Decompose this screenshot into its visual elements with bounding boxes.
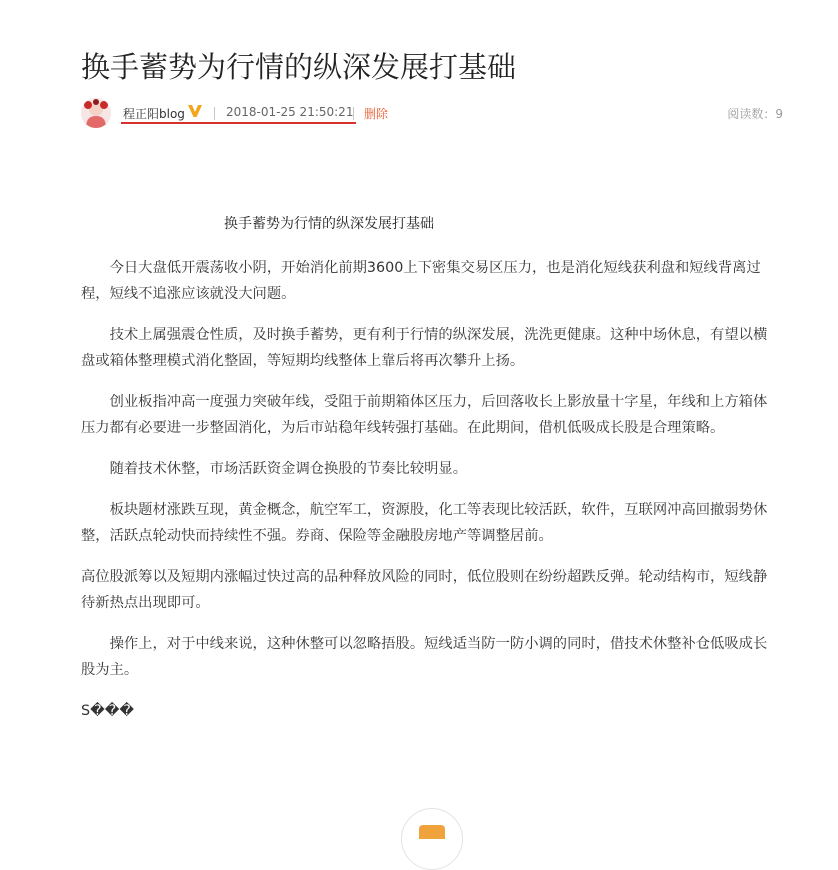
publish-time: 2018-01-25 21:50:21 <box>226 105 354 119</box>
author-avatar[interactable] <box>81 98 111 128</box>
reward-icon <box>419 825 445 839</box>
meta-underline <box>121 122 356 124</box>
paragraph: 操作上，对于中线来说，这种休整可以忽略捂股。短线适当防一防小调的同时，借技术休整补仓低吸成长股为主。 <box>81 636 768 678</box>
paragraph: 板块题材涨跌互现，黄金概念，航空军工，资源股，化工等表现比较活跃，软件，互联网冲高回撤弱势休整，活跃点轮动快而持续性不强。券商、保险等金融股房地产等调整居前。 <box>81 502 768 544</box>
read-count: 阅读数：9 <box>727 107 783 121</box>
article-ending: S��� <box>81 703 135 719</box>
meta-divider-2 <box>353 107 354 120</box>
paragraph: 创业板指冲高一度强力突破年线，受阻于前期箱体区压力，后回落收长上影放量十字星，年线和上方箱体压力都有必要进一步整固消化，为后市站稳年线转强打基础。在此期间，借机低吸成长股是合理策略。 <box>81 394 768 436</box>
vip-v-icon <box>187 104 203 118</box>
author-link[interactable]: 程正阳blog <box>123 107 185 121</box>
avatar-image-icon <box>81 98 111 128</box>
article-meta <box>81 98 783 130</box>
article-title: 换手蓄势为行情的纵深发展打基础 <box>81 50 517 84</box>
reward-button[interactable] <box>401 808 463 870</box>
article-body <box>81 255 781 739</box>
meta-divider <box>214 107 215 120</box>
paragraph: 高位股派筹以及短期内涨幅过快过高的品种释放风险的同时，低位股则在纷纷超跌反弹。轮动结构市，短线静待新热点出现即可。 <box>81 569 768 611</box>
article-subtitle: 换手蓄势为行情的纵深发展打基础 <box>224 216 434 232</box>
paragraph: 今日大盘低开震荡收小阴，开始消化前期3600上下密集交易区压力，也是消化短线获利盘和短线背离过程，短线不追涨应该就没大问题。 <box>81 260 761 302</box>
delete-link[interactable]: 删除 <box>364 107 389 121</box>
paragraph: 技术上属强震仓性质，及时换手蓄势，更有利于行情的纵深发展，洗洗更健康。这种中场休息，有望以横盘或箱体整理模式消化整固，等短期均线整体上靠后将再次攀升上扬。 <box>81 327 768 369</box>
paragraph: 随着技术休整，市场活跃资金调仓换股的节奏比较明显。 <box>109 461 468 477</box>
